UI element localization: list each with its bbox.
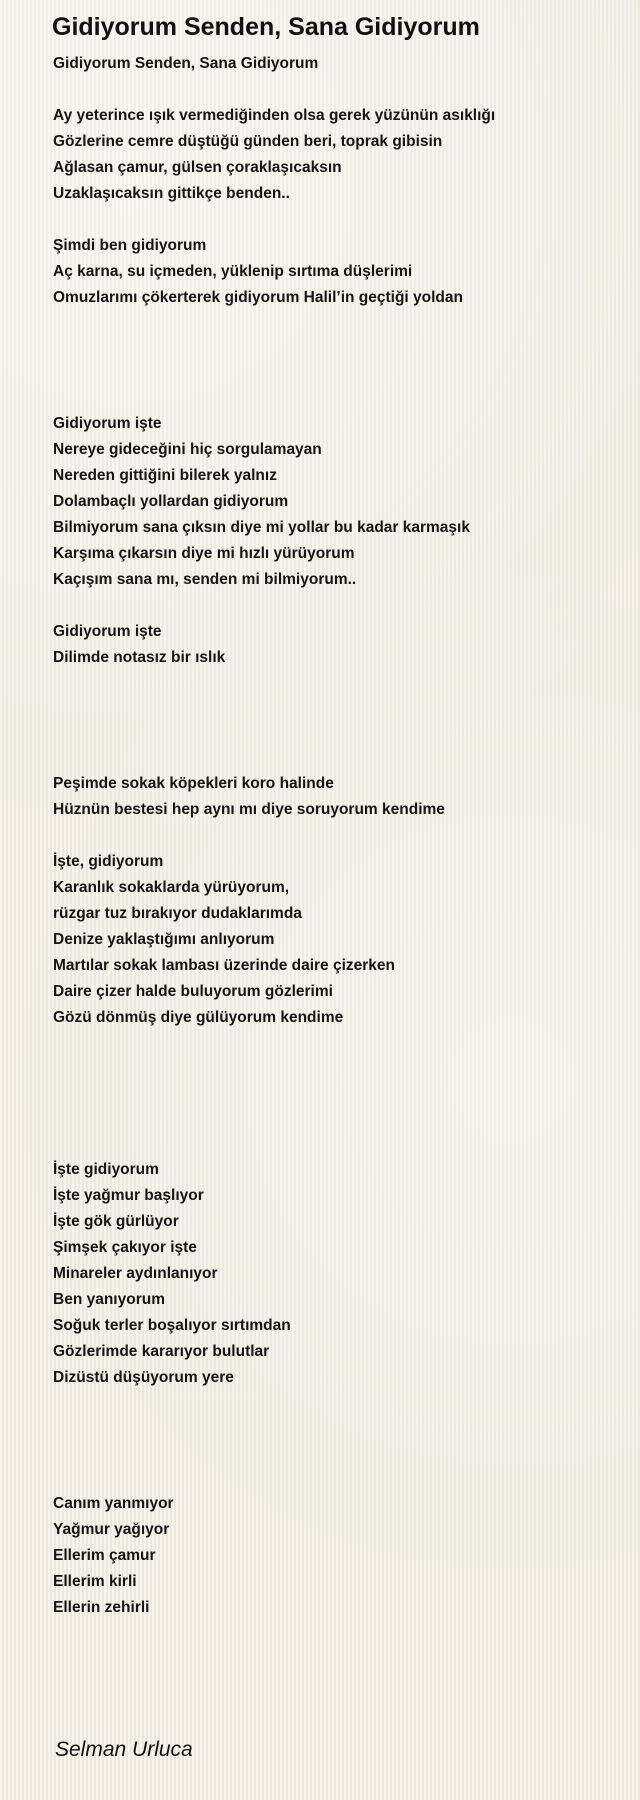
- stanza-5: [53, 771, 623, 823]
- stanza-6: [53, 849, 623, 1031]
- stanza-gap: [53, 207, 623, 233]
- poem-line: Kaçışım sana mı, senden mi bilmiyorum..: [53, 571, 357, 588]
- stanza-gap: [53, 77, 623, 103]
- poem-line: Ellerin zehirli: [53, 1599, 150, 1616]
- poem-line: Yağmur yağıyor: [53, 1521, 170, 1538]
- stanza-gap: [53, 1031, 623, 1157]
- stanza-gap: [53, 1391, 623, 1491]
- poem-line: Nereye gideceğini hiç sorgulamayan: [53, 441, 322, 458]
- poem-line: Dilimde notasız bir ıslık: [53, 649, 226, 666]
- poem-line: Uzaklaşıcaksın gittikçe benden..: [53, 185, 290, 202]
- poem-line: Aç karna, su içmeden, yüklenip sırtıma düşlerimi: [53, 263, 413, 280]
- poem-line: Peşimde sokak köpekleri koro halinde: [53, 775, 334, 792]
- poem-line: Ellerim çamur: [53, 1547, 156, 1564]
- poem-line: Omuzlarımı çökerterek gidiyorum Halil’in geçtiği yoldan: [53, 289, 463, 306]
- poem-line: İşte yağmur başlıyor: [53, 1187, 204, 1204]
- poem-line: İşte gidiyorum: [53, 1161, 159, 1178]
- poem-line: Karşıma çıkarsın diye mi hızlı yürüyorum: [53, 545, 355, 562]
- poem-line: Ay yeterince ışık vermediğinden olsa gerek yüzünün asıklığı: [53, 107, 496, 124]
- poem-line: İşte gök gürlüyor: [53, 1213, 179, 1230]
- poem-subtitle: Gidiyorum Senden, Sana Gidiyorum: [53, 55, 319, 72]
- poem-line: Soğuk terler boşalıyor sırtımdan: [53, 1317, 291, 1334]
- poem-line: Dolambaçlı yollardan gidiyorum: [53, 493, 289, 510]
- poem-line: Gidiyorum işte: [53, 623, 162, 640]
- stanza-gap: [53, 671, 623, 771]
- page-title: Gidiyorum Senden, Sana Gidiyorum: [52, 13, 480, 41]
- stanza-2: [53, 233, 623, 311]
- stanza-1: [53, 103, 623, 207]
- poem-line: Denize yaklaştığımı anlıyorum: [53, 931, 275, 948]
- poem-line: Nereden gittiğini bilerek yalnız: [53, 467, 277, 484]
- stanza-4: [53, 619, 623, 671]
- stanza-gap: [53, 823, 623, 849]
- poem-line: Minareler aydınlanıyor: [53, 1265, 218, 1282]
- poem-line: Hüznün bestesi hep aynı mı diye soruyorum kendime: [53, 801, 445, 818]
- stanza-gap: [53, 311, 623, 411]
- poem-line: Karanlık sokaklarda yürüyorum,: [53, 879, 290, 896]
- poem-line: Ağlasan çamur, gülsen çoraklaşıcaksın: [53, 159, 342, 176]
- poem-line: rüzgar tuz bırakıyor dudaklarımda: [53, 905, 302, 922]
- poem-line: Gözlerine cemre düştüğü günden beri, toprak gibisin: [53, 133, 443, 150]
- poem-line: Gözü dönmüş diye gülüyorum kendime: [53, 1009, 344, 1026]
- poem-line: Şimşek çakıyor işte: [53, 1239, 197, 1256]
- poem-line: Gözlerimde kararıyor bulutlar: [53, 1343, 270, 1360]
- poem-line: Canım yanmıyor: [53, 1495, 174, 1512]
- stanza-3: [53, 411, 623, 593]
- stanza-7: [53, 1157, 623, 1391]
- poem-line: Ellerim kirli: [53, 1573, 137, 1590]
- poem-line: Martılar sokak lambası üzerinde daire çizerken: [53, 957, 396, 974]
- stanza-8: [53, 1491, 623, 1621]
- poem-line: Daire çizer halde buluyorum gözlerimi: [53, 983, 333, 1000]
- stanza-gap: [53, 593, 623, 619]
- poem-body: [53, 51, 623, 1621]
- author-name: Selman Urluca: [55, 1738, 193, 1761]
- poem-line: Gidiyorum işte: [53, 415, 162, 432]
- poem-line: Şimdi ben gidiyorum: [53, 237, 207, 254]
- poem-line: Ben yanıyorum: [53, 1291, 165, 1308]
- poem-line: Bilmiyorum sana çıksın diye mi yollar bu kadar karmaşık: [53, 519, 470, 536]
- poem-line: İşte, gidiyorum: [53, 853, 164, 870]
- poem-line: Dizüstü düşüyorum yere: [53, 1369, 234, 1386]
